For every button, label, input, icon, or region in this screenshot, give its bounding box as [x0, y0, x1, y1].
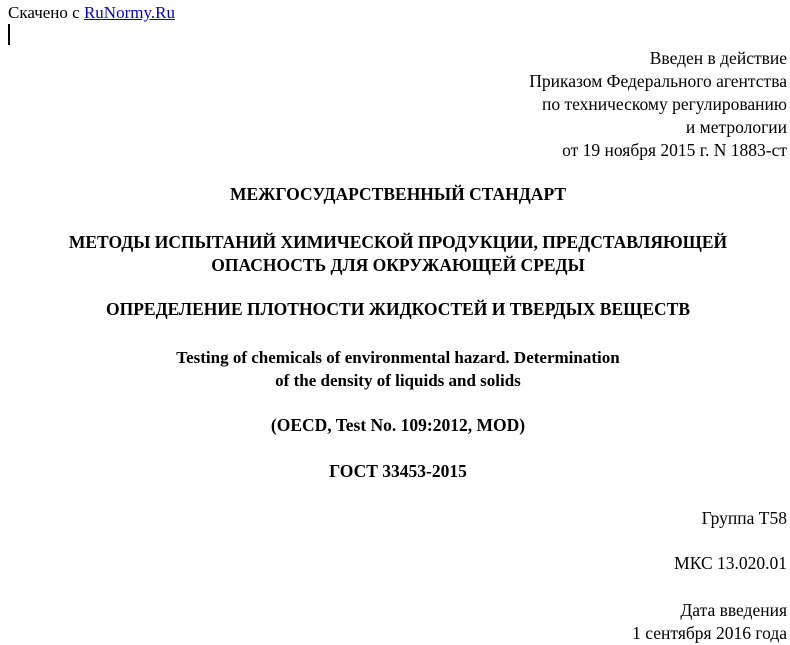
title-en-line2: of the density of liquids and solids — [275, 371, 521, 390]
effective-date-label: Дата введения — [680, 600, 787, 620]
effective-date-block — [632, 599, 787, 645]
title-ru-main-line1: МЕТОДЫ ИСПЫТАНИЙ ХИМИЧЕСКОЙ ПРОДУКЦИИ, ПРЕДСТАВЛЯЮЩЕЙ — [68, 232, 728, 252]
enactment-line: от 19 ноября 2015 г. N 1883-ст — [562, 140, 787, 160]
text-cursor — [8, 24, 10, 45]
source-line — [8, 3, 175, 23]
standard-type-heading: МЕЖГОСУДАРСТВЕННЫЙ СТАНДАРТ — [229, 184, 567, 204]
title-ru-main-line2: ОПАСНОСТЬ ДЛЯ ОКРУЖАЮЩЕЙ СРЕДЫ — [211, 255, 585, 275]
title-ru-sub: ОПРЕДЕЛЕНИЕ ПЛОТНОСТИ ЖИДКОСТЕЙ И ТВЕРДЫХ ВЕЩЕСТВ — [105, 299, 690, 319]
runormy-link[interactable]: RuNormy.Ru — [83, 3, 175, 22]
title-ru-main — [0, 231, 790, 277]
effective-date-value: 1 сентября 2016 года — [632, 623, 787, 643]
enactment-line: и метрологии — [685, 117, 787, 137]
title-en-line1: Testing of chemicals of environmental hazard. Determination — [176, 348, 620, 367]
enactment-block — [529, 47, 787, 162]
title-en — [0, 346, 790, 392]
source-prefix: Скачено с — [8, 3, 84, 22]
gost-number: ГОСТ 33453-2015 — [329, 461, 467, 481]
enactment-line: Введен в действие — [649, 48, 787, 68]
oecd-reference: (OECD, Test No. 109:2012, MOD) — [270, 415, 526, 435]
enactment-line: по техническому регулированию — [541, 94, 787, 114]
mks-code: МКС 13.020.01 — [674, 553, 787, 573]
group-code: Группа Т58 — [701, 508, 787, 528]
enactment-line: Приказом Федерального агентства — [529, 71, 787, 91]
